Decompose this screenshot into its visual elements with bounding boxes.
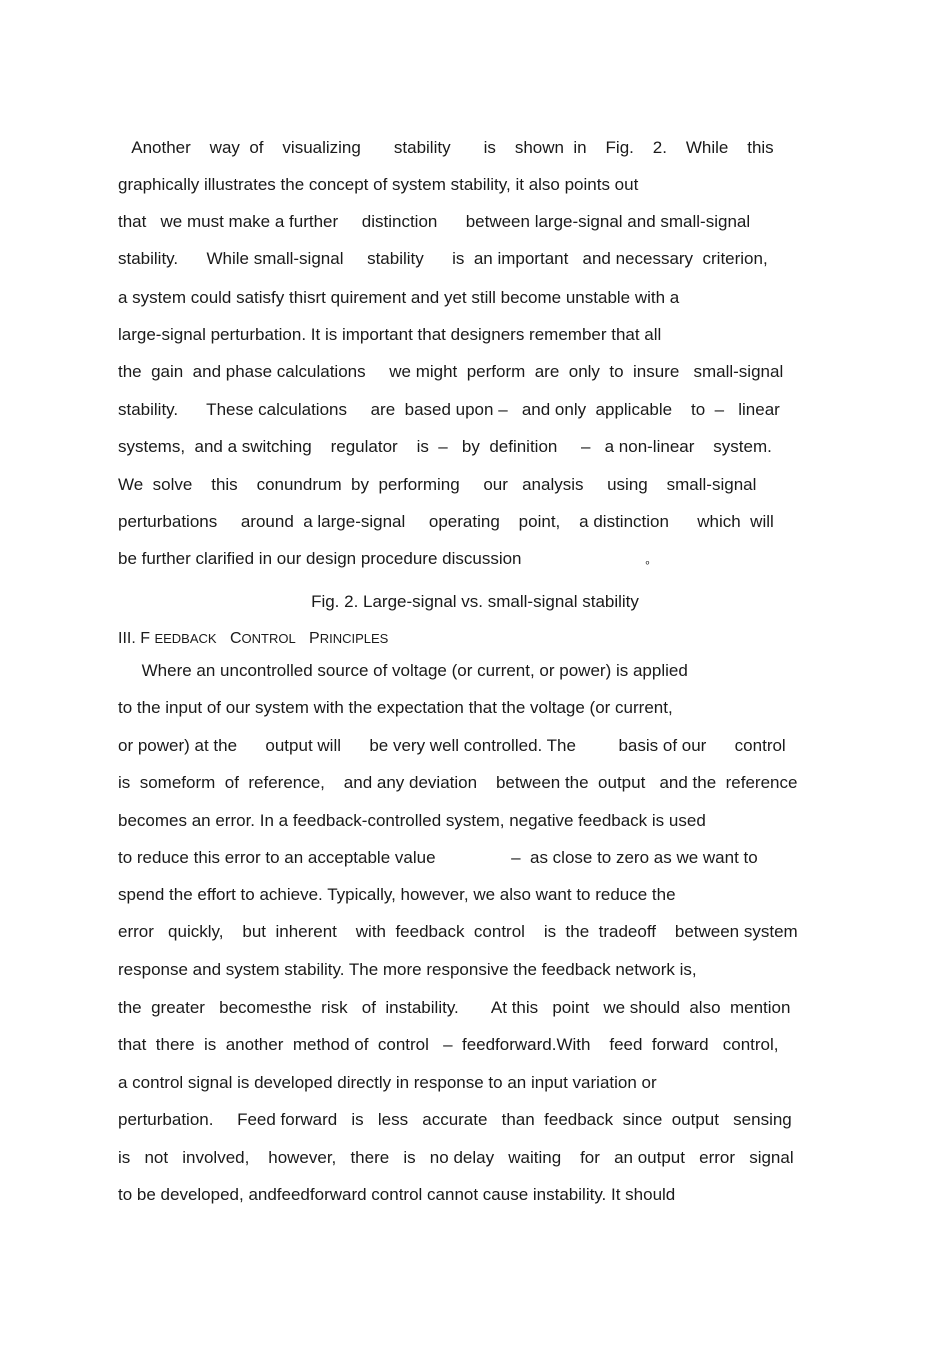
paragraph-1-line: be further clarified in our design procedure discussion [118,549,522,568]
paragraph-2-line: is someform of reference, and any deviation between the output and the reference [118,773,798,792]
paragraph-1-line: Another way of visualizing stability is shown in Fig. 2. While this [118,138,774,157]
section-heading-initial: C [229,630,242,647]
section-heading-word: RINCIPLES [319,631,389,646]
paragraph-2-line: perturbation. Feed forward is less accurate than feedback since output sensing [118,1110,792,1129]
paragraph-2-line: spend the effort to achieve. Typically, however, we also want to reduce the [118,885,676,904]
paragraph-1-line: stability. These calculations are based upon – and only applicable to – linear [118,400,780,419]
paragraph-2-line: a control signal is developed directly in response to an input variation or [118,1073,657,1092]
paragraph-2-line: or power) at the output will be very well controlled. The basis of our control [118,736,786,755]
section-heading-initial: P [309,630,320,647]
paragraph-1-line: systems, and a switching regulator is – by definition – a non-linear system. [118,437,772,456]
section-heading-number: III. F [118,630,150,647]
paragraph-2-line: is not involved, however, there is no delay waiting for an output error signal [118,1148,794,1167]
paragraph-2-line: to the input of our system with the expectation that the voltage (or current, [118,698,673,717]
paragraph-2-line: response and system stability. The more responsive the feedback network is, [118,960,697,979]
paragraph-1-line: a system could satisfy thisrt quirement and yet still become unstable with a [118,288,680,307]
paragraph-1-line: perturbations around a large-signal operating point, a distinction which will [118,512,774,531]
end-mark: ∘ [644,557,651,569]
paragraph-1-line: large-signal perturbation. It is important that designers remember that all [118,325,662,344]
paragraph-2-line: to be developed, andfeedforward control cannot cause instability. It should [118,1185,676,1204]
paragraph-1-line: stability. While small-signal stability is an important and necessary criterion, [118,249,768,268]
paragraph-2-line: error quickly, but inherent with feedback control is the tradeoff between system [118,922,798,941]
paragraph-2-line: to reduce this error to an acceptable value – as close to zero as we want to [118,848,758,867]
paragraph-2-line: becomes an error. In a feedback-controlled system, negative feedback is used [118,811,706,830]
section-heading-word: ONTROL [241,631,296,646]
section-heading-word: EEDBACK [154,631,217,646]
paragraph-1-line: that we must make a further distinction between large-signal and small-signal [118,212,751,231]
paragraph-2-line: Where an uncontrolled source of voltage (or current, or power) is applied [118,661,688,680]
figure-caption: Fig. 2. Large-signal vs. small-signal stability [311,592,639,611]
section-heading [118,628,388,650]
paragraph-1-line: We solve this conundrum by performing our analysis using small-signal [118,475,757,494]
paragraph-2-line: that there is another method of control – feedforward.With feed forward control, [118,1035,779,1054]
paragraph-1-line: graphically illustrates the concept of system stability, it also points out [118,175,639,194]
paragraph-1-line: the gain and phase calculations we might perform are only to insure small-signal [118,362,784,381]
paragraph-2-line: the greater becomesthe risk of instability. At this point we should also mention [118,998,791,1017]
